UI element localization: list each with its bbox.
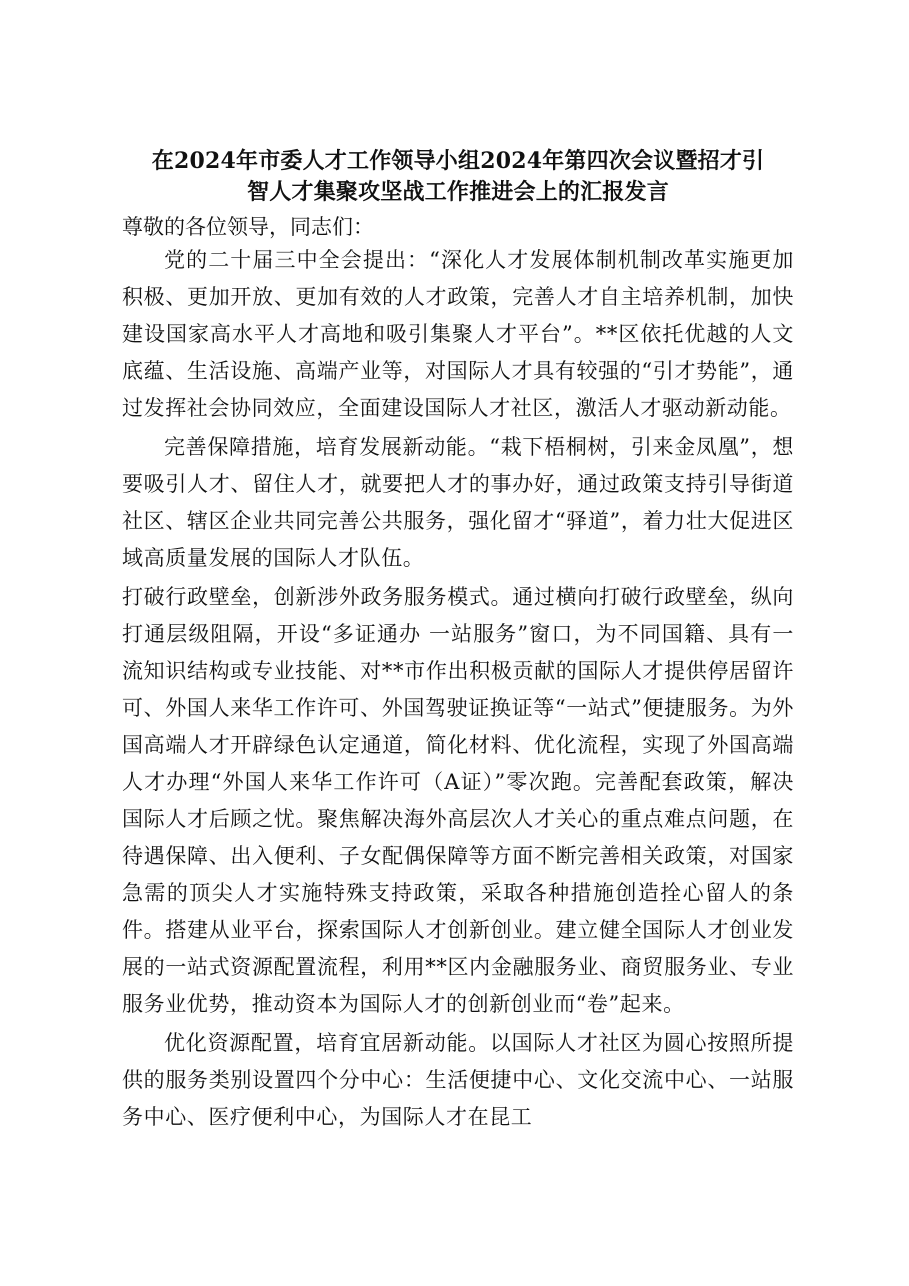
title-line-1: 在2024年市委人才工作领导小组2024年第四次会议暨招才引 (151, 148, 765, 174)
salutation: 尊敬的各位领导，同志们： (122, 215, 374, 239)
paragraph-safeguards: 完善保障措施，培育发展新动能。“栽下梧桐树，引来金凤凰”，想要吸引人才、留住人才，就要把人才的事办好，通过政策支持引导街道社区、辖区企业共同完善公共服务，强化留才“驿道”，着力壮大促进区域高质量发展的国际人才队伍。 (122, 435, 794, 570)
paragraph-resources: 优化资源配置，培育宜居新动能。以国际人才社区为圆心按照所提供的服务类别设置四个分中心：生活便捷中心、文化交流中心、一站服务中心、医疗便利中心，为国际人才在昆工 (122, 1031, 794, 1129)
title-line-2: 智人才集聚攻坚战工作推进会上的汇报发言 (247, 179, 669, 205)
paragraph-intro: 党的二十届三中全会提出：“深化人才发展体制机制改革实施更加积极、更加开放、更加有效的人才政策，完善人才自主培养机制，加快建设国家高水平人才高地和吸引集聚人才平台”。**区依托优越的人文底蕴、生活设施、高端产业等，对国际人才具有较强的“引才势能”，通过发挥社会协同效应，全面建设国际人才社区，激活人才驱动新动能。 (122, 248, 794, 420)
paragraph-services: 打破行政壁垒，创新涉外政务服务模式。通过横向打破行政壁垒，纵向打通层级阻隔，开设“多证通办 一站服务”窗口，为不同国籍、具有一流知识结构或专业技能、对**市作出积极贡献的国际人才提供停居留许可、外国人来华工作许可、外国驾驶证换证等“一站式”便捷服务。为外国高端人才开辟绿色认定通道，简化材料、优化流程，实现了外国高端人才办理“外国人来华工作许可（A证）”零次跑。完善配套政策，解决国际人才后顾之忧。聚焦解决海外高层次人才关心的重点难点问题，在待遇保障、出入便利、子女配偶保障等方面不断完善相关政策，对国家急需的顶尖人才实施特殊支持政策，采取各种措施创造拴心留人的条件。搭建从业平台，探索国际人才创新创业。建立健全国际人才创业发展的一站式资源配置流程，利用**区内金融服务业、商贸服务业、专业服务业优势，推动资本为国际人才的创新创业而“卷”起来。 (122, 585, 794, 1016)
document-page (122, 146, 794, 1138)
document-title (122, 146, 794, 208)
